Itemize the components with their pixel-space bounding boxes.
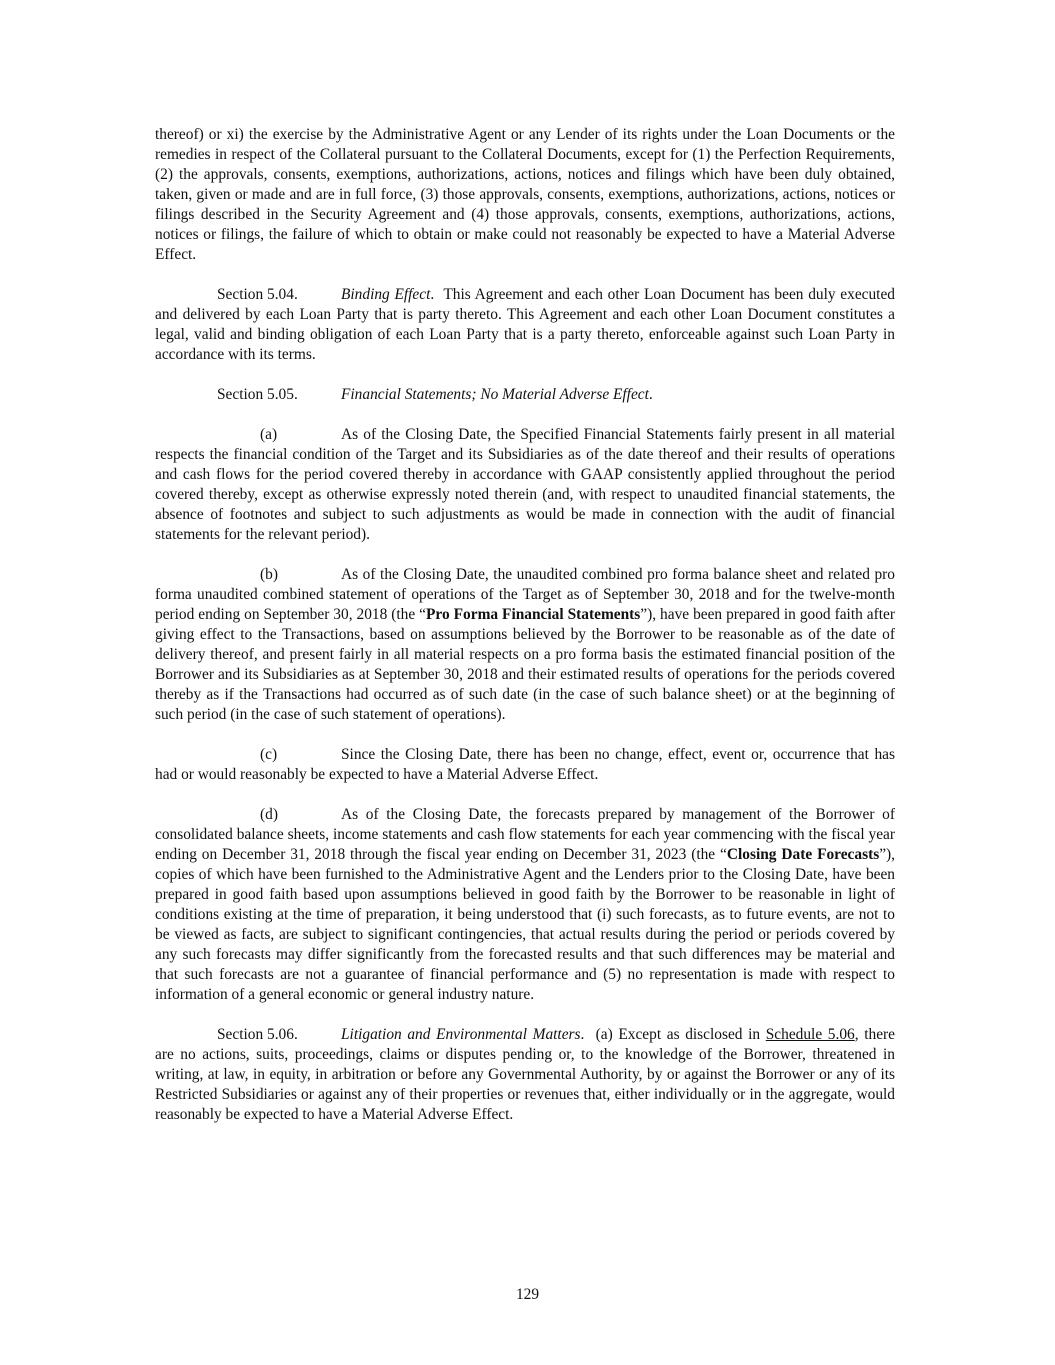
schedule-reference: Schedule 5.06 <box>765 1026 855 1043</box>
subsection-label: (a) <box>260 426 278 443</box>
section-title: Financial Statements; No Material Adverse Effect <box>341 386 649 403</box>
title-punctuation: . <box>580 1026 585 1043</box>
section-number: Section 5.06. <box>217 1026 298 1043</box>
document-body <box>155 125 895 1145</box>
subsection-label: (d) <box>260 806 278 823</box>
section-number: Section 5.04. <box>217 286 298 303</box>
defined-term: Closing Date Forecasts <box>726 846 880 863</box>
section-text-before: (a) Except as disclosed in <box>595 1026 766 1043</box>
title-punctuation: . <box>648 386 653 403</box>
section-title: Litigation and Environmental Matters <box>341 1026 581 1043</box>
page-number: 129 <box>515 1286 540 1303</box>
subsection-5-05-a <box>155 425 895 545</box>
subsection-text-before: As of the Closing Date, the unaudited combined pro forma balance sheet and related pro forma unaudited combined statement of operations of the Target as of September 30, 2018 and for the twelve-month period ending on September 30, 2018 (the “ <box>155 566 895 623</box>
subsection-text-before: As of the Closing Date, the forecasts prepared by management of the Borrower of consolidated balance sheets, income statements and cash flow statements for each year commencing with the fiscal year ending on December 31, 2018 through the fiscal year ending on December 31, 2023 (the “ <box>155 806 895 863</box>
subsection-5-05-d <box>155 805 895 1005</box>
subsection-text: Since the Closing Date, there has been no change, effect, event or, occurrence that has had or would reasonably be expected to have a Material Adverse Effect. <box>155 746 895 783</box>
section-number: Section 5.05. <box>217 386 298 403</box>
section-title: Binding Effect <box>341 286 431 303</box>
section-5-04 <box>155 285 895 365</box>
subsection-label: (b) <box>260 566 278 583</box>
section-5-05 <box>155 385 895 405</box>
section-text-after: , there are no actions, suits, proceedings, claims or disputes pending or, to the knowledge of the Borrower, threatened in writing, at law, in equity, in arbitration or before any Governmental Authority, by or against the Borrower or any of its Restricted Subsidiaries or against any of their properties or revenues that, either individually or in the aggregate, would reasonably be expected to have a Material Adverse Effect. <box>155 1026 895 1123</box>
subsection-5-05-c <box>155 745 895 785</box>
subsection-label: (c) <box>260 746 278 763</box>
paragraph-continuation: thereof) or xi) the exercise by the Administrative Agent or any Lender of its rights under the Loan Documents or the remedies in respect of the Collateral pursuant to the Collateral Documents, except for (1) the Perfection Requirements, (2) the approvals, consents, exemptions, authorizations, actions, notices and filings which have been duly obtained, taken, given or made and are in full force, (3) those approvals, consents, exemptions, authorizations, actions, notices or filings described in the Security Agreement and (4) those approvals, consents, exemptions, authorizations, actions, notices or filings, the failure of which to obtain or make could not reasonably be expected to have a Material Adverse Effect. <box>155 126 895 263</box>
subsection-text-after: ”), copies of which have been furnished to the Administrative Agent and the Lenders prior to the Closing Date, have been prepared in good faith based upon assumptions believed in good faith by the Borrower to be reasonable in light of conditions existing at the time of preparation, it being understood that (i) such forecasts, as to future events, are not to be viewed as facts, are subject to significant contingencies, that actual results during the period or periods covered by any such forecasts may differ significantly from the forecasted results and that such differences may be material and that such forecasts are not a guarantee of financial performance and (5) no representation is made with respect to information of a general economic or general industry nature. <box>155 846 895 1003</box>
subsection-text: As of the Closing Date, the Specified Financial Statements fairly present in all material respects the financial condition of the Target and its Subsidiaries as of the date thereof and their results of operations and cash flows for the period covered thereby in accordance with GAAP consistently applied throughout the period covered thereby, except as otherwise expressly noted therein (and, with respect to unaudited financial statements, the absence of footnotes and subject to such adjustments as would be made in connection with the audit of financial statements for the relevant period). <box>155 426 895 543</box>
section-text: This Agreement and each other Loan Document has been duly executed and delivered by each Loan Party that is party thereto. This Agreement and each other Loan Document constitutes a legal, valid and binding obligation of each Loan Party that is a party thereto, enforceable against such Loan Party in accordance with its terms. <box>155 286 895 363</box>
defined-term: Pro Forma Financial Statements <box>426 606 641 623</box>
subsection-5-05-b <box>155 565 895 725</box>
subsection-text-after: ”), have been prepared in good faith after giving effect to the Transactions, based on assumptions believed by the Borrower to be reasonable as of the date of delivery thereof, and present fairly in all material respects on a pro forma basis the estimated financial position of the Borrower and its Subsidiaries as at September 30, 2018 and their estimated results of operations for the periods covered thereby as if the Transactions had occurred as of such date (in the case of such balance sheet) or at the beginning of such period (in the case of such statement of operations). <box>155 606 895 723</box>
section-5-06 <box>155 1025 895 1125</box>
title-punctuation: . <box>430 286 435 303</box>
